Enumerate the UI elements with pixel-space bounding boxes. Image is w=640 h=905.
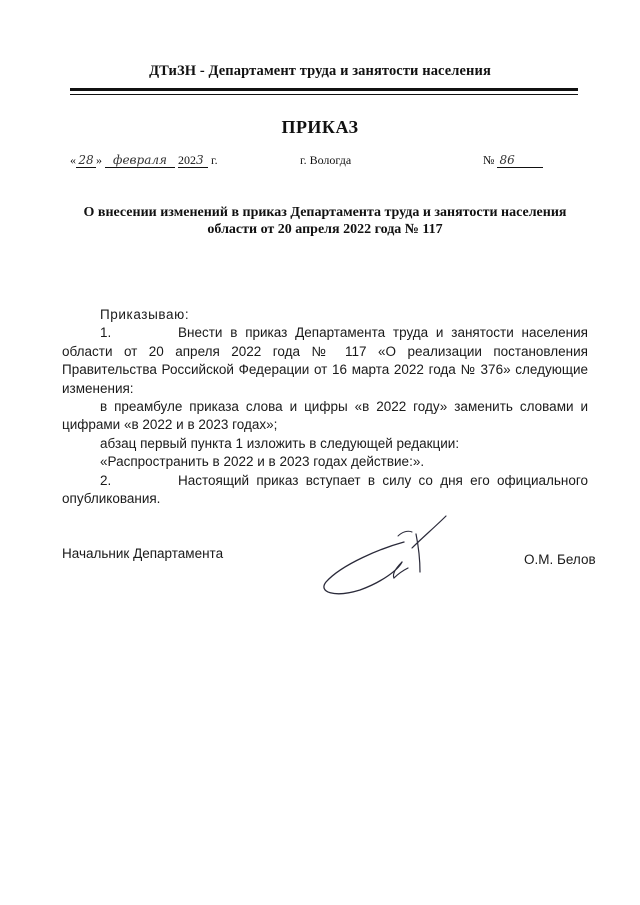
date-close-quote: » [96,153,102,167]
number-sign: № [483,153,495,167]
handwritten-signature-icon [312,512,452,602]
date-year-suffix: 3 [196,153,204,167]
body-change-1: в преамбуле приказа слова и цифры «в 2022 году» заменить словами и цифрами «в 2022 и в 2023 годах»; [62,399,588,433]
document-subject [75,204,575,238]
date-open-quote: « [70,153,76,167]
item-2-text: Настоящий приказ вступает в силу со дня его официального опубликования. [62,472,588,507]
subject-line-2: области от 20 апреля 2022 года № 117 [207,222,443,237]
subject-line-1: О внесении изменений в приказ Департамента труда и занятости населения [83,205,567,220]
body-change-3: «Распространить в 2022 и в 2023 годах действие:». [100,454,425,470]
date-year-prefix: 202 [178,153,196,167]
document-number [483,153,543,168]
date-year-unit: г. [211,153,218,167]
document-date [70,153,218,168]
signatory-position: Начальник Департамента [62,546,224,561]
item-1-number: 1. [100,325,112,341]
document-title: ПРИКАЗ [281,117,359,137]
header-rule-thin [70,94,578,95]
number-value: 86 [497,154,543,168]
item-2-number: 2. [100,472,112,488]
header-rule-thick [70,88,578,91]
date-year [178,154,208,168]
date-day: 28 [76,154,96,168]
body-change-2: абзац первый пункта 1 изложить в следующей редакции: [100,435,460,451]
document-body [62,306,588,508]
body-lead: Приказываю: [100,307,190,322]
document-city: г. Вологда [300,153,352,167]
body-item-1 [62,324,588,398]
item-1-text: Внести в приказ Департамента труда и занятости населения области от 20 апреля 2022 года № 117 «О реализации постановления Правительства Российской Федерации от 16 марта 2022 года № 376» следующие изменения: [62,325,588,396]
body-item-2 [62,472,588,509]
signatory-name: О.М. Белов [524,552,596,567]
organization-header: ДТиЗН - Департамент труда и занятости населения [149,63,491,79]
date-month: февраля [105,154,175,168]
